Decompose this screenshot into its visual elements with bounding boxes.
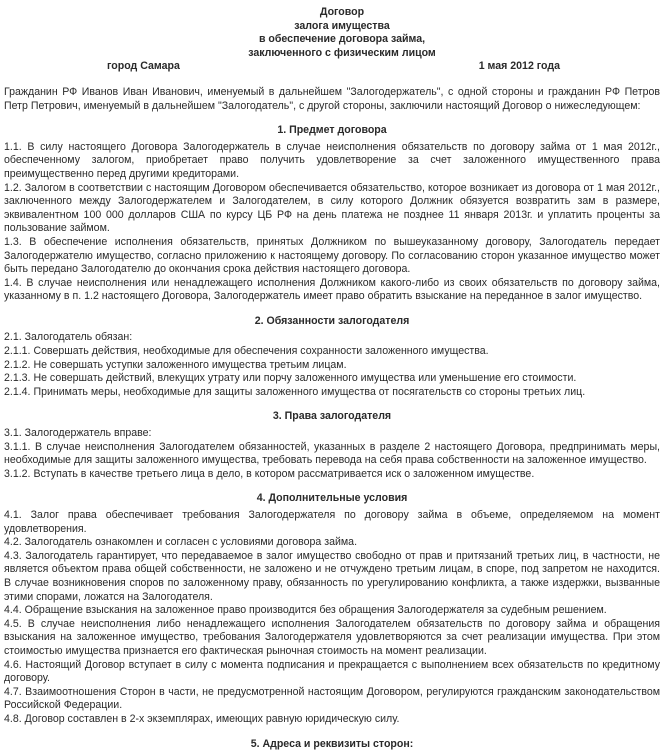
clause-paragraph: 4.8. Договор составлен в 2-х экземплярах, имеющих равную юридическую силу. — [4, 713, 660, 727]
clause-paragraph: 1.4. В случае неисполнения или ненадлежащего исполнения Должником какого-либо из своих обязательств по договору займа, указанному в п. 1.2 настоящего Договора, Залогодержатель имеет право обратить взыскание на переданное в залог имущество. — [4, 277, 660, 304]
clause-paragraph: 2.1. Залогодатель обязан: — [4, 331, 660, 345]
title-line-2: залога имущества — [24, 20, 660, 34]
clause-paragraph: 3.1.2. Вступать в качестве третьего лица в дело, в котором рассматривается иск о заложенном имуществе. — [4, 468, 660, 482]
sections-container — [4, 124, 660, 751]
clause-paragraph: 1.1. В силу настоящего Договора Залогодержатель в случае неисполнения обязательств по договору займа от 1 мая 2012г., обеспеченному залогом, приобретает право получить удовлетворение за счет заложенного имущественного права преимущественно перед другими кредиторами. — [4, 141, 660, 182]
title-line-1: Договор — [24, 6, 660, 20]
section-heading: 2. Обязанности залогодателя — [4, 315, 660, 329]
document-title — [24, 6, 660, 60]
clause-paragraph: 1.2. Залогом в соответствии с настоящим Договором обеспечивается обязательство, которое возникает из договора от 1 мая 2012г., заключенного между Залогодержателем и Залогодателем, в силу которого Должник обязуется возвратить зам в размере, эквивалентном 100 000 долларов США по курсу ЦБ РФ на день платежа не позднее 11 января 2013г. и уплатить проценты за пользование займом. — [4, 182, 660, 236]
section-2 — [4, 315, 660, 400]
section-3 — [4, 410, 660, 481]
clause-paragraph: 3.1. Залогодержатель вправе: — [4, 427, 660, 441]
clause-paragraph: 4.3. Залогодатель гарантирует, что передаваемое в залог имущество свободно от прав и притязаний третьих лиц, в частности, не является объектом права общей собственности, не заложено и не отчуждено третьим лицам, в споре, под запретом не находится. В случае возникновения споров по заложенному праву, обязанность по урегулированию конфликта, а также издержки, вызванные этими спорами, ложатся на Залогодателя. — [4, 550, 660, 604]
clause-paragraph: 4.6. Настоящий Договор вступает в силу с момента подписания и прекращается с выполнением всех обязательств по кредитному договору. — [4, 659, 660, 686]
clause-paragraph: 2.1.2. Не совершать уступки заложенного имущества третьим лицам. — [4, 359, 660, 373]
clause-paragraph: 1.3. В обеспечение исполнения обязательств, принятых Должником по вышеуказанному договору, Залогодатель передает Залогодержателю имущество, согласно приложению к настоящему договору. По согласованию сторон указанное имущество может быть передано Залогодателю до окончания срока действия настоящего договора. — [4, 236, 660, 277]
clause-paragraph: 2.1.3. Не совершать действий, влекущих утрату или порчу заложенного имущества или уменьшение его стоимости. — [4, 372, 660, 386]
section-heading: 1. Предмет договора — [4, 124, 660, 138]
section-heading: 3. Права залогодателя — [4, 410, 660, 424]
clause-paragraph: 3.1.1. В случае неисполнения Залогодателем обязанностей, указанных в разделе 2 настоящего Договора, предпринимать меры, необходимые для защиты заложенного имущества, требовать перевода на себя права собственности на заложенное имущество. — [4, 441, 660, 468]
clause-paragraph: 4.5. В случае неисполнения либо ненадлежащего исполнения Залогодателем обязательств по договору займа и обращения взыскания на заложенное имущество, требования Залогодержателя удовлетворяются за счет реализации имущества. При этом стоимостью имущества признается его фактическая рыночная стоимость на момент реализации. — [4, 618, 660, 659]
city: город Самара — [107, 60, 180, 74]
title-line-3: в обеспечение договора займа, — [24, 33, 660, 47]
section-heading: 4. Дополнительные условия — [4, 492, 660, 506]
section-1 — [4, 124, 660, 304]
clause-paragraph: 2.1.1. Совершать действия, необходимые для обеспечения сохранности заложенного имущества. — [4, 345, 660, 359]
intro-paragraph: Гражданин РФ Иванов Иван Иванович, именуемый в дальнейшем "Залогодержатель", с одной стороны и гражданин РФ Петров Петр Петрович, именуемый в дальнейшем "Залогодатель", с другой стороны, заключили настоящий Договор о нижеследующем: — [4, 86, 660, 113]
clause-paragraph: 4.2. Залогодатель ознакомлен и согласен с условиями договора займа. — [4, 536, 660, 550]
section-heading: 5. Адреса и реквизиты сторон: — [4, 738, 660, 751]
date: 1 мая 2012 года — [479, 60, 560, 74]
clause-paragraph: 4.4. Обращение взыскания на заложенное право производится без обращения Залогодержателя за судебным решением. — [4, 604, 660, 618]
place-date-row — [107, 60, 560, 74]
clause-paragraph: 2.1.4. Принимать меры, необходимые для защиты заложенного имущества от посягательств со стороны третьих лиц. — [4, 386, 660, 400]
title-line-4: заключенного с физическим лицом — [24, 47, 660, 61]
section-4 — [4, 492, 660, 726]
clause-paragraph: 4.1. Залог права обеспечивает требования Залогодержателя по договору займа в объеме, определяемом на момент удовлетворения. — [4, 509, 660, 536]
clause-paragraph: 4.7. Взаимоотношения Сторон в части, не предусмотренной настоящим Договором, регулируются гражданским законодательством Российской Федерации. — [4, 686, 660, 713]
section-5 — [4, 738, 660, 751]
